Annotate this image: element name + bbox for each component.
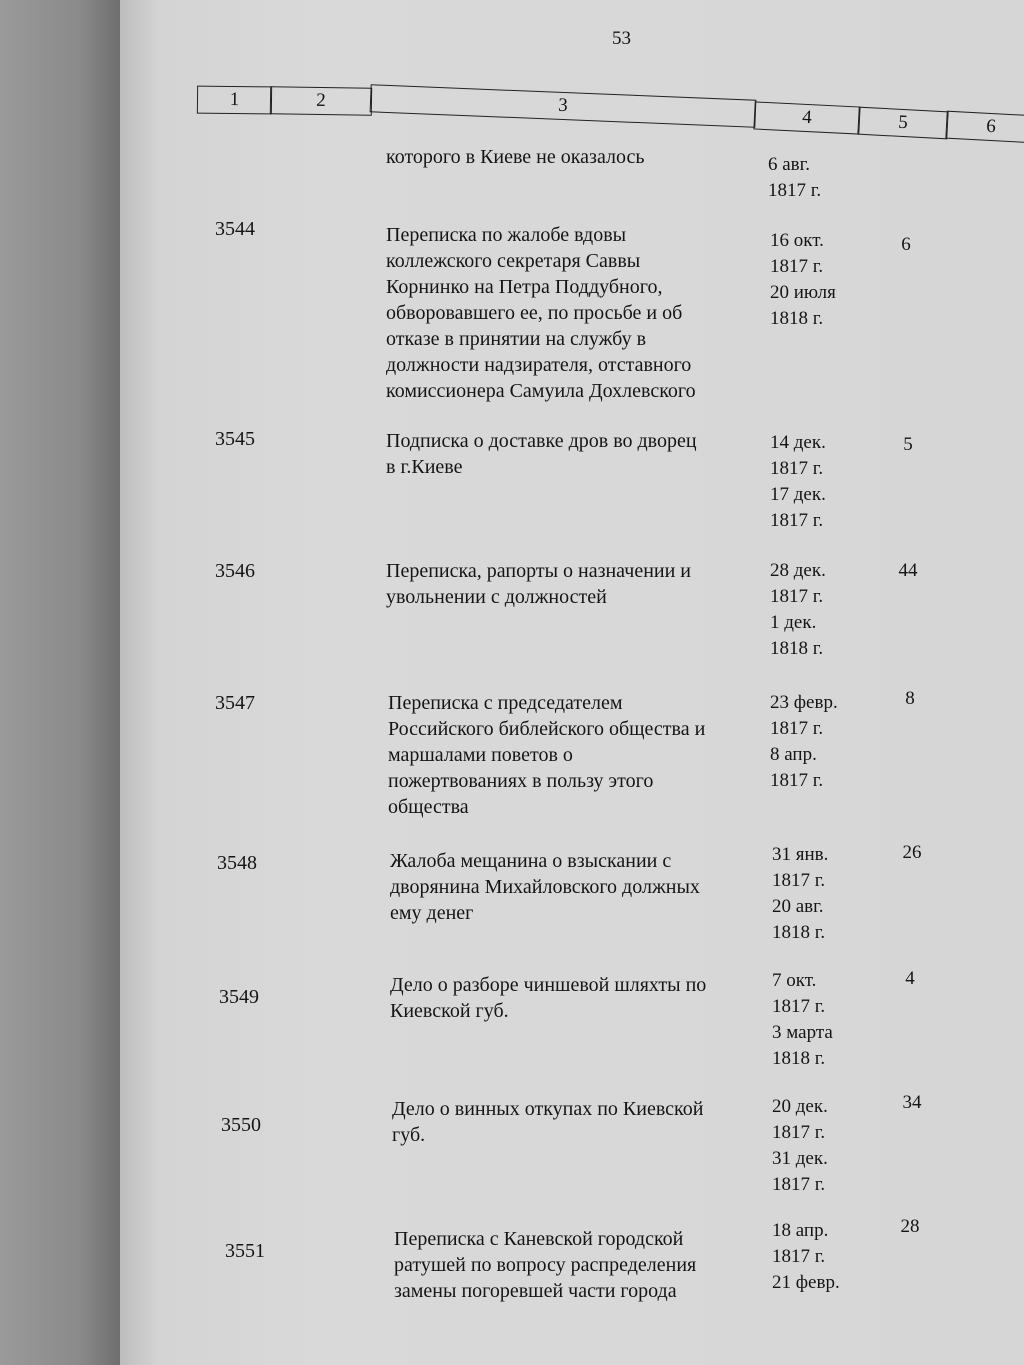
record-dates: 6 авг. 1817 г. [768, 154, 822, 201]
record-dates: 23 февр. 1817 г. 8 апр. 1817 г. [770, 692, 838, 791]
record-dates: 14 дек. 1817 г. 17 дек. 1817 г. [770, 432, 826, 531]
record-title: Дело о винных откупах по Киевской губ. [392, 1098, 704, 1146]
record-number: 3550 [221, 1114, 261, 1136]
column-header-4: 4 [753, 101, 860, 134]
record-title: которого в Киеве не оказалось [386, 146, 645, 168]
record-title: Переписка с председателем Российского библейского общества и маршалами поветов о пожертвованиях в пользу этого общества [388, 692, 706, 818]
record-number: 3545 [215, 428, 255, 450]
record-title: Переписка с Каневской городской ратушей по вопросу распределения замены погоревшей части города [394, 1228, 697, 1302]
page-number: 53 [612, 28, 631, 49]
record-title: Жалоба мещанина о взыскании с дворянина Михайловского должных ему денег [390, 850, 700, 924]
record-sheets: 44 [898, 560, 918, 581]
record-dates: 7 окт. 1817 г. 3 марта 1818 г. [772, 970, 833, 1069]
record-sheets: 34 [902, 1092, 922, 1113]
document-page [120, 0, 1024, 1365]
record-title: Переписка по жалобе вдовы коллежского секретаря Саввы Корнинко на Петра Поддубного, обворовавшего ее, по просьбе и об отказе в принятии на службу в должности надзирателя, отставного комиссионера Самуила Дохлевского [386, 224, 696, 402]
record-sheets: 6 [901, 234, 911, 255]
record-number: 3548 [217, 852, 257, 874]
record-sheets: 28 [900, 1216, 920, 1237]
record-sheets: 4 [905, 968, 915, 989]
record-dates: 28 дек. 1817 г. 1 дек. 1818 г. [770, 560, 826, 659]
record-number: 3549 [219, 986, 259, 1008]
record-dates: 16 окт. 1817 г. 20 июля 1818 г. [770, 230, 836, 329]
record-number: 3547 [215, 692, 255, 714]
column-header-1: 1 [197, 86, 272, 115]
record-number: 3551 [225, 1240, 265, 1262]
record-dates: 18 апр. 1817 г. 21 февр. [772, 1220, 840, 1293]
facing-page-edge [0, 0, 120, 1365]
column-header-row [0, 0, 1024, 140]
column-header-2: 2 [270, 86, 372, 116]
record-sheets: 5 [903, 434, 913, 455]
record-sheets: 8 [905, 688, 915, 709]
record-dates: 20 дек. 1817 г. 31 дек. 1817 г. [772, 1096, 828, 1195]
record-number: 3546 [215, 560, 255, 582]
record-dates: 31 янв. 1817 г. 20 авг. 1818 г. [772, 844, 829, 943]
record-number: 3544 [215, 218, 255, 240]
column-header-5: 5 [857, 107, 948, 140]
record-title: Подписка о доставке дров во дворец в г.Киеве [386, 430, 697, 478]
record-title: Дело о разборе чиншевой шляхты по Киевской губ. [390, 974, 707, 1022]
column-header-3: 3 [370, 84, 757, 127]
record-sheets: 26 [902, 842, 922, 863]
record-title: Переписка, рапорты о назначении и увольнении с должностей [386, 560, 692, 608]
column-header-6: 6 [945, 111, 1024, 144]
